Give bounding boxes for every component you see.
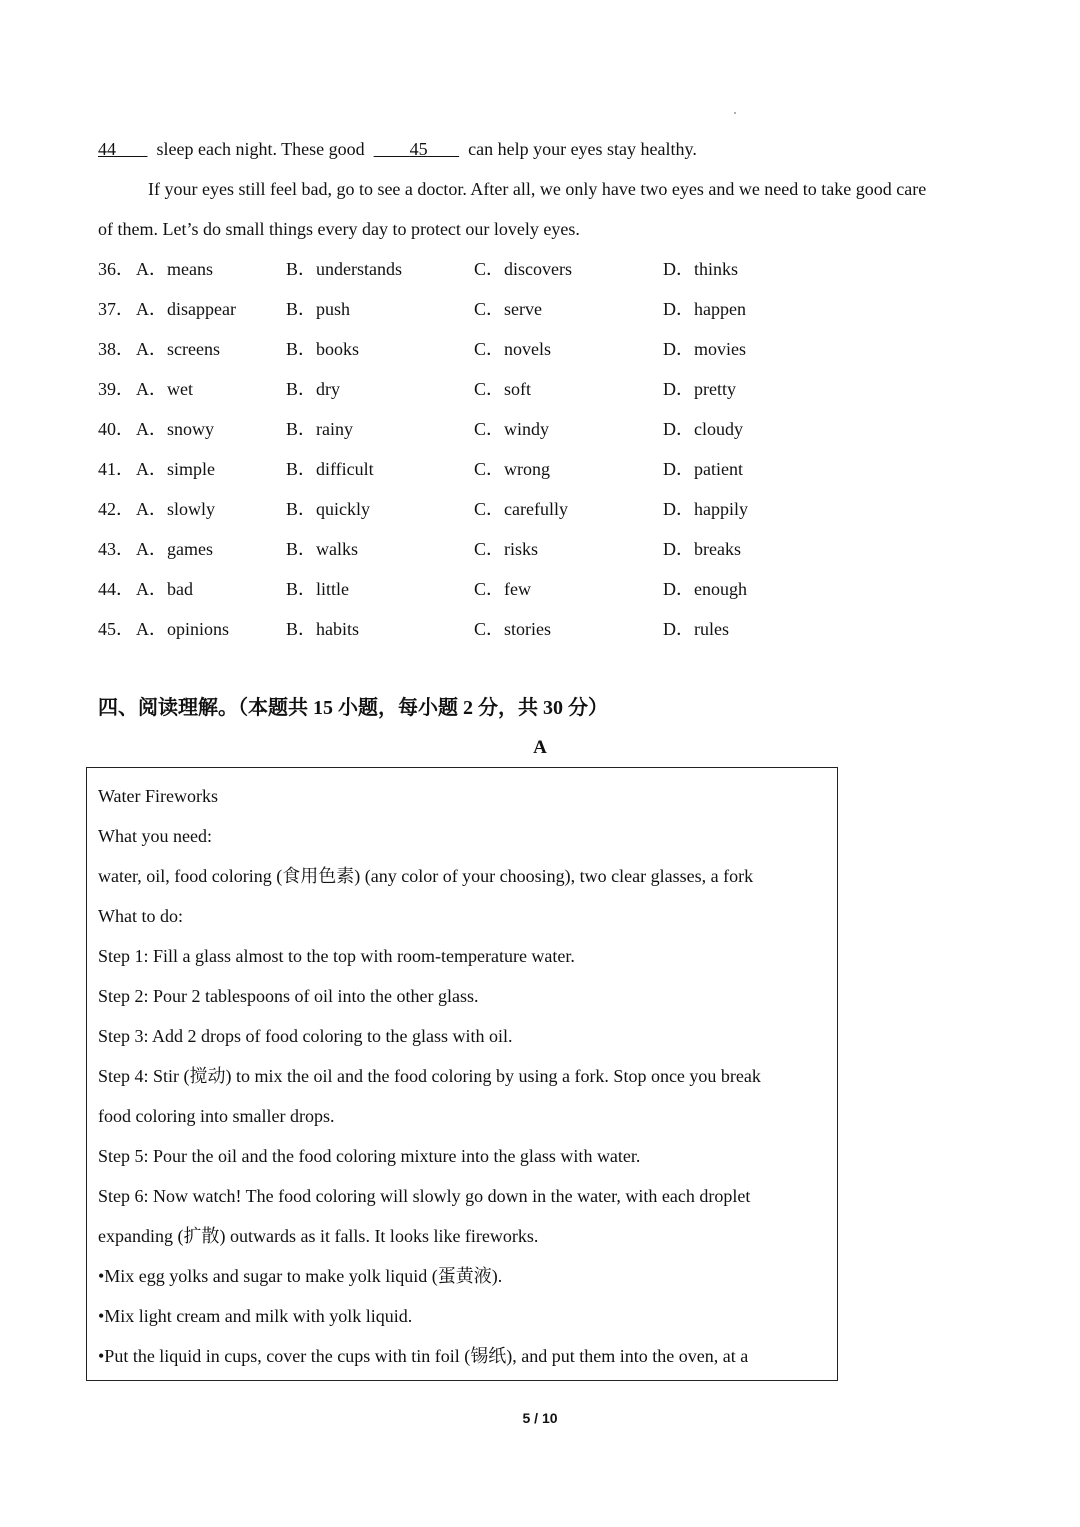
passage-line: water, oil, food coloring (食用色素) (any color of your choosing), two clear glasses, a fork xyxy=(98,866,754,886)
option-a: A．bad xyxy=(136,579,193,599)
question-number: 36． xyxy=(98,259,134,279)
page-number: 5 / 10 xyxy=(522,1410,558,1426)
option-b: B．habits xyxy=(286,619,360,639)
option-c: C．discovers xyxy=(474,259,572,279)
question-number: 41． xyxy=(98,459,134,479)
option-a: A．simple xyxy=(136,459,215,479)
passage-line-3: of them. Let’s do small things every day to protect our lovely eyes. xyxy=(98,219,580,239)
option-a: A．opinions xyxy=(136,619,230,639)
passage-line: Step 4: Stir (搅动) to mix the oil and the food coloring by using a fork. Stop once you break xyxy=(98,1066,761,1086)
option-a: A．screens xyxy=(136,339,220,359)
option-d: D．happen xyxy=(663,299,746,319)
option-d: D．enough xyxy=(663,579,747,599)
option-a: A．games xyxy=(136,539,213,559)
option-d: D．pretty xyxy=(663,379,736,399)
question-row xyxy=(98,489,898,529)
question-row xyxy=(98,609,898,649)
passage-text-a: sleep each night. These good xyxy=(156,139,365,159)
option-d: D．happily xyxy=(663,499,748,519)
question-number: 45． xyxy=(98,619,134,639)
question-number: 38． xyxy=(98,339,134,359)
passage-a-box xyxy=(86,767,838,1381)
option-d: D．thinks xyxy=(663,259,739,279)
passage-line: What you need: xyxy=(98,826,212,846)
question-row xyxy=(98,529,898,569)
question-row xyxy=(98,329,898,369)
question-row xyxy=(98,289,898,329)
option-b: B．quickly xyxy=(286,499,370,519)
passage-line: Step 6: Now watch! The food coloring will slowly go down in the water, with each droplet xyxy=(98,1186,751,1206)
question-row xyxy=(98,409,898,449)
passage-line: •Mix egg yolks and sugar to make yolk liquid (蛋黄液). xyxy=(98,1266,503,1286)
question-number: 42． xyxy=(98,499,134,519)
stray-mark xyxy=(734,112,736,114)
option-a: A．slowly xyxy=(136,499,216,519)
option-b: B．dry xyxy=(286,379,340,399)
question-row xyxy=(98,449,898,489)
passage-line: •Put the liquid in cups, cover the cups with tin foil (锡纸), and put them into the oven, at a xyxy=(98,1346,749,1366)
option-a: A．disappear xyxy=(136,299,236,319)
question-row xyxy=(98,249,898,289)
option-d: D．breaks xyxy=(663,539,741,559)
question-row xyxy=(98,569,898,609)
passage-line: •Mix light cream and milk with yolk liquid. xyxy=(98,1306,413,1326)
passage-label: A xyxy=(533,737,547,758)
passage-title: Water Fireworks xyxy=(98,786,219,806)
passage-line: Step 1: Fill a glass almost to the top with room-temperature water. xyxy=(98,946,575,966)
section-heading: 四、阅读理解。（本题共 15 小题，每小题 2 分，共 30 分） xyxy=(98,697,608,719)
passage-line: expanding (扩散) outwards as it falls. It looks like fireworks. xyxy=(98,1226,539,1246)
option-c: C．stories xyxy=(474,619,552,639)
option-d: D．patient xyxy=(663,459,743,479)
option-c: C．risks xyxy=(474,539,539,559)
option-c: C．windy xyxy=(474,419,550,439)
blank-44: 44 xyxy=(98,139,116,159)
option-c: C．few xyxy=(474,579,531,599)
passage-line-2: If your eyes still feel bad, go to see a doctor. After all, we only have two eyes and we need to take good care xyxy=(148,179,927,199)
option-c: C．wrong xyxy=(474,459,550,479)
option-a: A．means xyxy=(136,259,213,279)
option-b: B．push xyxy=(286,299,351,319)
passage-line: Step 3: Add 2 drops of food coloring to the glass with oil. xyxy=(98,1026,513,1046)
option-b: B．difficult xyxy=(286,459,374,479)
passage-text-b: can help your eyes stay healthy. xyxy=(468,139,697,159)
option-b: B．walks xyxy=(286,539,358,559)
passage-line: food coloring into smaller drops. xyxy=(98,1106,335,1126)
option-d: D．rules xyxy=(663,619,729,639)
passage-line: What to do: xyxy=(98,906,183,926)
option-d: D．cloudy xyxy=(663,419,743,439)
blank-45: 45 xyxy=(409,139,428,159)
passage-line-1 xyxy=(98,129,697,169)
option-a: A．wet xyxy=(136,379,193,399)
option-c: C．serve xyxy=(474,299,542,319)
question-row xyxy=(98,369,898,409)
question-number: 43． xyxy=(98,539,134,559)
question-number: 40． xyxy=(98,419,134,439)
option-c: C．carefully xyxy=(474,499,568,519)
option-b: B．little xyxy=(286,579,349,599)
option-c: C．novels xyxy=(474,339,552,359)
passage-line: Step 5: Pour the oil and the food coloring mixture into the glass with water. xyxy=(98,1146,641,1166)
option-c: C．soft xyxy=(474,379,532,399)
option-b: B．understands xyxy=(286,259,402,279)
option-a: A．snowy xyxy=(136,419,215,439)
question-number: 44． xyxy=(98,579,134,599)
question-number: 37． xyxy=(98,299,134,319)
option-b: B．rainy xyxy=(286,419,353,439)
option-d: D．movies xyxy=(663,339,746,359)
option-b: B．books xyxy=(286,339,360,359)
question-number: 39． xyxy=(98,379,134,399)
passage-line: Step 2: Pour 2 tablespoons of oil into the other glass. xyxy=(98,986,479,1006)
